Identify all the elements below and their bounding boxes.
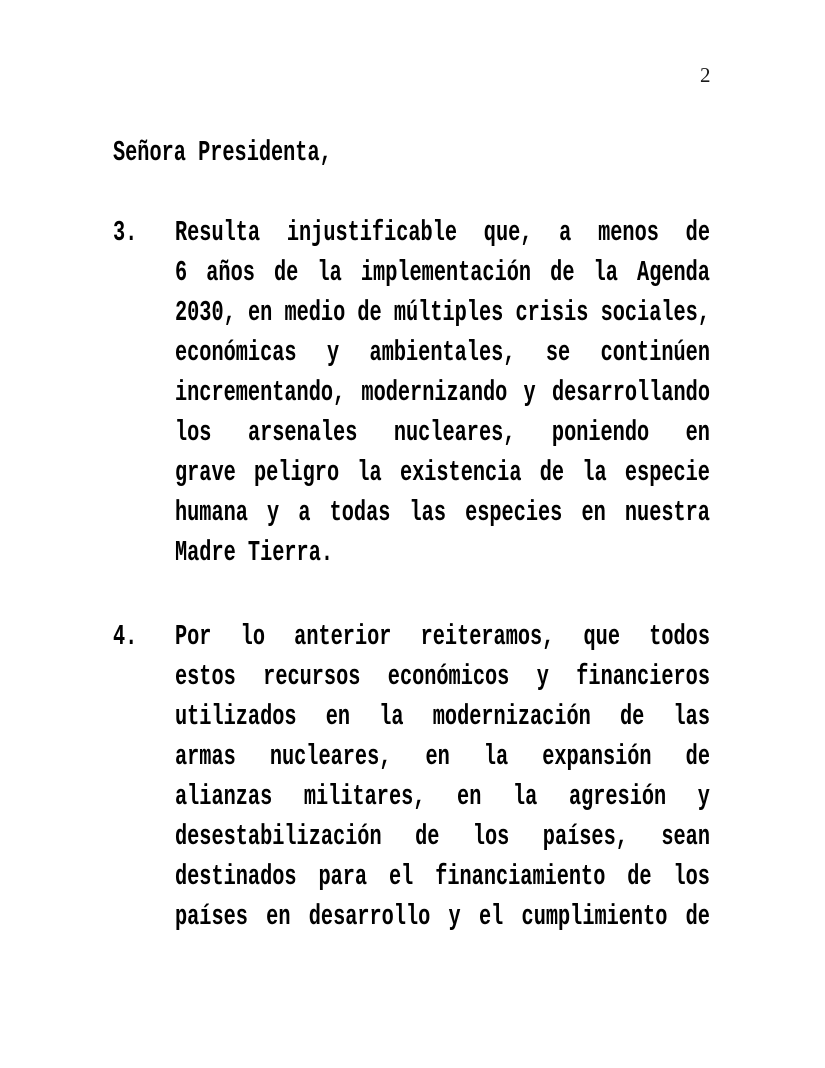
text-line: humana y a todas las especies en nuestra (175, 496, 710, 529)
text-line: Madre Tierra. (175, 536, 334, 569)
paragraph-number-text: 4. (113, 620, 138, 653)
text-line: alianzas militares, en la agresión y (175, 780, 710, 813)
text-line: Resulta injustificable que, a menos de (175, 216, 710, 249)
paragraph-3 (113, 213, 710, 573)
paragraph-number-text: 3. (113, 216, 138, 249)
page-number: 2 (700, 63, 711, 87)
salutation-block (113, 133, 710, 173)
paragraph-lines (175, 213, 710, 573)
text-line: destinados para el financiamiento de los (175, 860, 710, 893)
text-line: económicas y ambientales, se continúen (175, 336, 710, 369)
salutation: Señora Presidenta, (113, 136, 332, 169)
text-line: grave peligro la existencia de la especie (175, 456, 710, 489)
text-line: países en desarrollo y el cumplimiento de (175, 900, 710, 933)
text-line: Por lo anterior reiteramos, que todos (175, 620, 710, 653)
text-line: 6 años de la implementación de la Agenda (175, 256, 710, 289)
text-line: utilizados en la modernización de las (175, 700, 710, 733)
paragraph-4 (113, 617, 710, 937)
text-line: 2030, en medio de múltiples crisis sociales, (175, 296, 710, 329)
text-line: estos recursos económicos y financieros (175, 660, 710, 693)
text-line: incrementando, modernizando y desarrollando (175, 376, 710, 409)
paragraph-lines (175, 617, 710, 937)
text-line: los arsenales nucleares, poniendo en (175, 416, 710, 449)
text-line: armas nucleares, en la expansión de (175, 740, 710, 773)
document-body (113, 133, 710, 937)
text-line: desestabilización de los países, sean (175, 820, 710, 853)
